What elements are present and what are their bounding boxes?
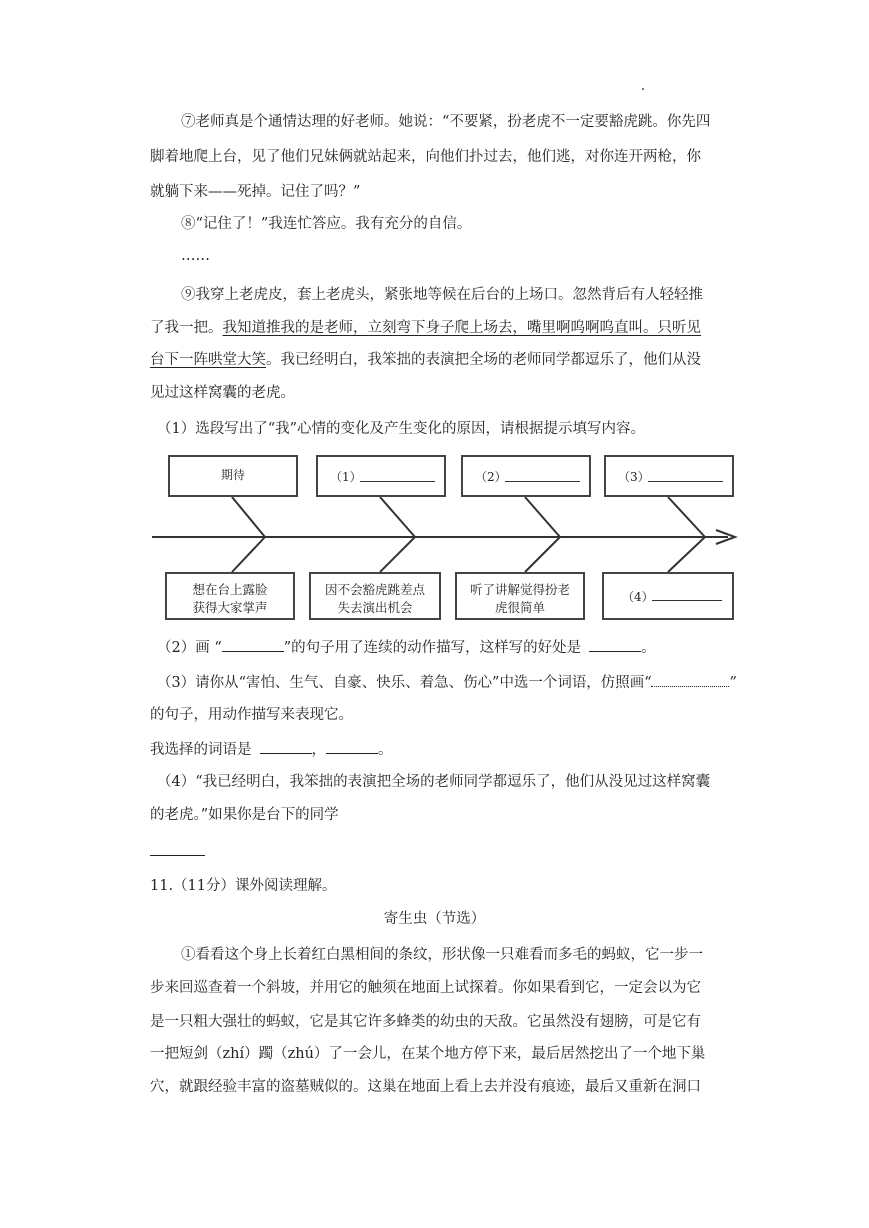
bottom-box-2 — [309, 572, 441, 620]
question-3-suffix: ” — [729, 675, 737, 691]
top-box-2 — [316, 455, 446, 497]
top-box-2-label: （1） — [330, 470, 362, 484]
bottom-box-1-line1: 想在台上露脸 — [192, 582, 268, 597]
article-title: 寄生虫（节选） — [383, 911, 486, 927]
para9-line2-plain: 了我一把。 — [150, 320, 223, 336]
para7-line2: 脚着地爬上台，见了他们兄妹俩就站起来，向他们扑过去，他们逃，对你连开两枪，你 — [150, 149, 701, 165]
para9-underlined-sentence-1: 我知道推我的是老师，立刻弯下身子爬上场去，嘴里啊呜啊呜直叫。只听见 — [222, 320, 701, 336]
bottom-box-1-line2: 获得大家掌声 — [192, 600, 268, 615]
top-box-4-label: （3） — [618, 470, 650, 484]
question-2-blank-2[interactable] — [589, 637, 641, 652]
top-bone-3 — [525, 497, 560, 537]
question-3-separator: ， — [311, 742, 326, 758]
question-3-prefix: （3）请你从“害怕、生气、自豪、快乐、着急、伤心”中选一个词语，仿照画“ — [157, 675, 652, 691]
question-2-suffix: 。 — [641, 640, 656, 656]
bottom-bone-3 — [525, 537, 560, 572]
question-3-line2: 的句子，用动作描写来表现它。 — [150, 707, 353, 723]
para9-line3-plain: 。我已经明白，我笨拙的表演把全场的老师同学都逗乐了，他们从没 — [266, 352, 701, 368]
para8: ⑧“记住了！”我连忙答应。我有充分的自信。 — [181, 216, 472, 232]
question-2-blank-1[interactable] — [222, 637, 284, 652]
question-3-end: 。 — [378, 742, 393, 758]
bottom-box-4 — [602, 572, 734, 620]
article-line5: 穴，就跟经验丰富的盗墓贼似的。这巢在地面上看上去并没有痕迹，最后又重新在洞口 — [150, 1079, 701, 1095]
article-line4: 一把短剑（zhí）躅（zhú）了一会儿，在某个地方停下来，最后居然挖出了一个地下巢 — [150, 1046, 706, 1062]
article-line1: ①看看这个身上长着红白黑相间的条纹，形状像一只难看而多毛的蚂蚁，它一步一 — [181, 947, 703, 963]
bottom-box-3 — [455, 572, 585, 620]
question-4-answer-blank[interactable] — [150, 855, 205, 856]
bottom-bone-1 — [232, 537, 265, 572]
question-4-line2: 的老虎。”如果你是台下的同学 — [150, 807, 339, 823]
top-box-3-blank[interactable] — [505, 481, 580, 482]
question-3-blank-answer[interactable] — [326, 739, 378, 754]
top-box-1-label: 期待 — [220, 468, 245, 482]
top-box-4-blank[interactable] — [648, 481, 723, 482]
para9-line1: ⑨我穿上老虎皮，套上老虎头，紧张地等候在后台的上场口。忽然背后有人轻轻推 — [181, 287, 703, 303]
article-line2: 步来回巡查着一个斜坡，并用它的触须在地面上试探着。你如果看到它，一定会以为它 — [150, 980, 701, 996]
bottom-box-3-line2: 虎很简单 — [494, 600, 545, 615]
question-3-blank-word[interactable] — [260, 739, 312, 754]
bottom-bone-2 — [380, 537, 415, 572]
ellipsis: …… — [181, 248, 210, 264]
top-bone-1 — [232, 497, 265, 537]
bottom-box-2-line2: 失去演出机会 — [337, 600, 413, 615]
question-2 — [157, 637, 656, 658]
bottom-box-3-line1: 听了讲解觉得扮老 — [469, 582, 570, 597]
bottom-box-4-label: （4） — [622, 590, 654, 604]
bottom-bone-4 — [668, 537, 705, 572]
question-3-line3 — [150, 739, 393, 760]
question-3-line1 — [157, 672, 737, 693]
top-box-1 — [168, 455, 298, 497]
top-box-3 — [461, 455, 591, 497]
bottom-box-4-blank[interactable] — [652, 600, 722, 601]
question-2-middle: ”的句子用了连续的动作描写，这样写的好处是 — [283, 640, 582, 656]
para7-line1: ⑦老师真是个通情达理的好老师。她说：“不要紧，扮老虎不一定要豁虎跳。你先四 — [181, 114, 711, 130]
top-box-3-label: （2） — [475, 470, 507, 484]
question-2-prefix: （2）画 “ — [157, 640, 222, 656]
top-bone-2 — [380, 497, 415, 537]
para7-line3: 就躺下来——死掉。记住了吗？” — [150, 184, 361, 200]
question-3-choose-label: 我选择的词语是 — [150, 742, 252, 758]
question-3-dotted-blank — [652, 672, 730, 687]
bottom-box-1 — [165, 572, 295, 620]
top-bone-4 — [668, 497, 705, 537]
para9-underlined-sentence-2: 台下一阵哄堂大笑 — [150, 352, 266, 368]
para9-line4: 见过这样窝囊的老虎。 — [150, 385, 295, 401]
top-box-2-blank[interactable] — [360, 481, 435, 482]
article-line3: 是一只粗大强壮的蚂蚁，它是其它许多蜂类的幼虫的天敌。它虽然没有翅膀，可是它有 — [150, 1014, 701, 1030]
question-4-line1: （4）“我已经明白，我笨拙的表演把全场的老师同学都逗乐了，他们从没见过这样窝囊 — [157, 774, 711, 790]
top-box-4 — [604, 455, 734, 497]
question-11: 11.（11分）课外阅读理解。 — [150, 878, 337, 894]
question-1: （1）选段写出了“我”心情的变化及产生变化的原因，请根据提示填写内容。 — [157, 421, 646, 437]
bottom-box-2-line1: 因不会豁虎跳差点 — [324, 582, 425, 597]
